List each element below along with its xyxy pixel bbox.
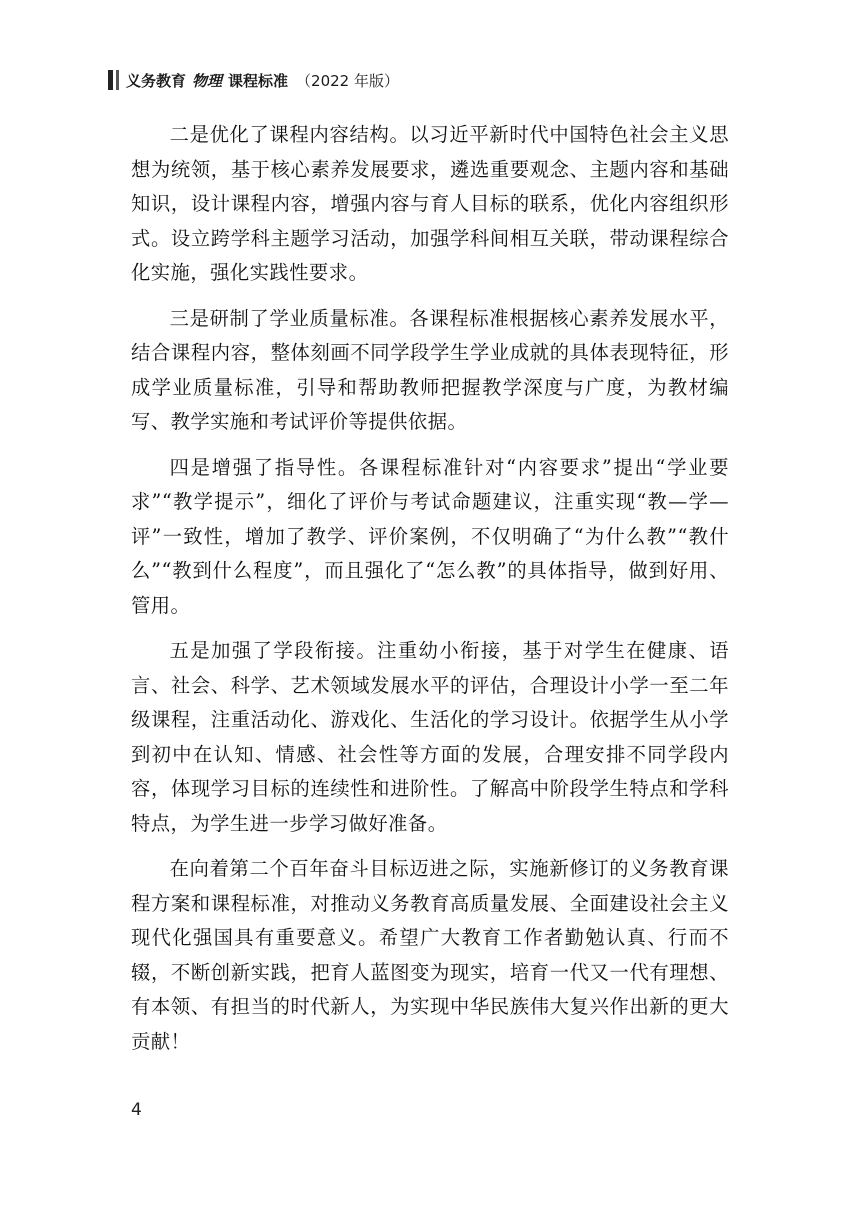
header-marker-icon bbox=[108, 70, 119, 90]
header-series: 义务教育 bbox=[126, 71, 187, 90]
page-number: 4 bbox=[131, 1100, 142, 1120]
header-book-title: 课程标准 bbox=[228, 71, 289, 90]
paragraph-2: 二是优化了课程内容结构。以习近平新时代中国特色社会主义思想为统领，基于核心素养发展要求，遴选重要观念、主题内容和基础知识，设计课程内容，增强内容与育人目标的联系，优化内容组织形式。设立跨学科主题学习活动，加强学科间相互关联，带动课程综合化实施，强化实践性要求。 bbox=[131, 123, 729, 284]
header-title bbox=[126, 70, 399, 91]
body-text bbox=[131, 118, 729, 1070]
paragraph-5: 五是加强了学段衔接。注重幼小衔接，基于对学生在健康、语言、社会、科学、艺术领域发展水平的评估，合理设计小学一至二年级课程，注重活动化、游戏化、生活化的学习设计。依据学生从小学到初中在认知、情感、社会性等方面的发展，合理安排不同学段内容，体现学习目标的连续性和进阶性。了解高中阶段学生特点和学科特点，为学生进一步学习做好准备。 bbox=[131, 639, 729, 835]
running-header bbox=[108, 68, 399, 92]
header-subject: 物理 bbox=[192, 71, 223, 90]
header-edition: （2022 年版） bbox=[296, 71, 399, 90]
paragraph-conclusion: 在向着第二个百年奋斗目标迈进之际，实施新修订的义务教育课程方案和课程标准，对推动义务教育高质量发展、全面建设社会主义现代化强国具有重要意义。希望广大教育工作者勤勉认真、行而不辍，不断创新实践，把育人蓝图变为现实，培育一代又一代有理想、有本领、有担当的时代新人，为实现中华民族伟大复兴作出新的更大贡献！ bbox=[131, 857, 729, 1053]
paragraph-3: 三是研制了学业质量标准。各课程标准根据核心素养发展水平，结合课程内容，整体刻画不同学段学生学业成就的具体表现特征，形成学业质量标准，引导和帮助教师把握教学深度与广度，为教材编写、教学实施和考试评价等提供依据。 bbox=[131, 306, 729, 433]
paragraph-4: 四是增强了指导性。各课程标准针对“内容要求”提出“学业要求”“教学提示”，细化了评价与考试命题建议，注重实现“教—学—评”一致性，增加了教学、评价案例，不仅明确了“为什么教”“教什么”“教到什么程度”，而且强化了“怎么教”的具体指导，做到好用、管用。 bbox=[131, 455, 729, 617]
